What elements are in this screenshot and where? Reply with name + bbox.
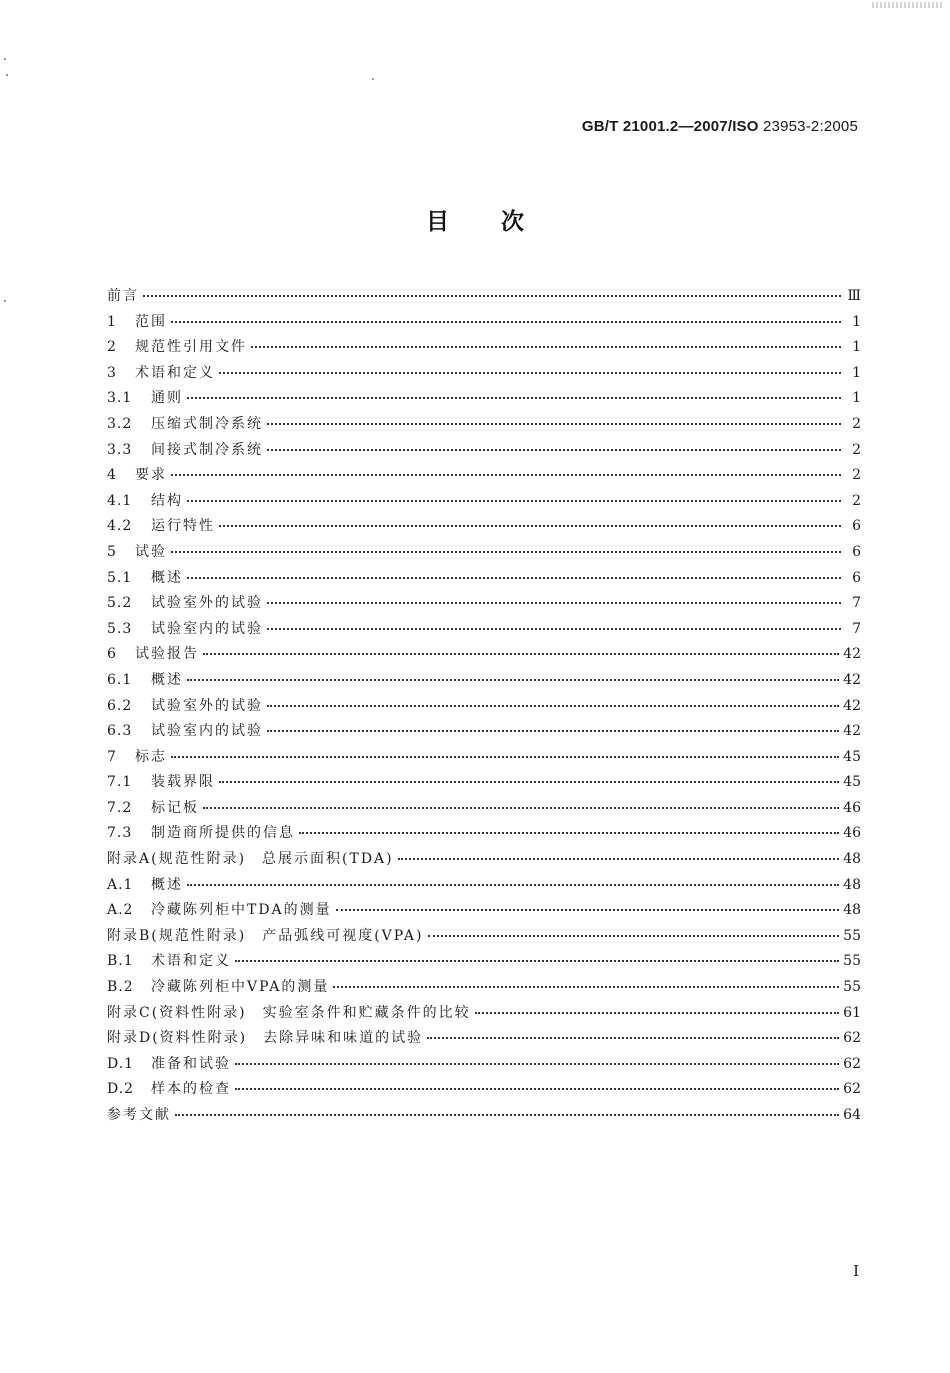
toc-entry-page: 55	[843, 979, 861, 996]
toc-leader-dots	[219, 358, 841, 374]
toc-leader-dots	[267, 409, 841, 425]
toc-entry-number: A.1	[107, 876, 134, 893]
standard-code: GB/T 21001.2—2007/ISO 23953-2:2005	[581, 118, 858, 135]
toc-leader-dots	[267, 614, 841, 630]
toc-entry-label: 概述	[151, 876, 183, 893]
toc-leader-dots	[267, 435, 841, 451]
toc-leader-dots	[235, 946, 839, 962]
toc-entry-number: 7.3	[107, 825, 133, 842]
toc-entry-page: 42	[843, 697, 861, 714]
scan-speck	[372, 78, 374, 80]
toc-leader-dots	[143, 281, 841, 297]
toc-entry-page: 42	[843, 723, 861, 740]
toc-entry-number: 3.3	[107, 441, 133, 458]
toc-entry-number: B.2	[107, 979, 134, 996]
toc-entry-label: 样本的检查	[151, 1081, 231, 1098]
toc-entry-number: 7	[107, 748, 117, 765]
toc-entry-label: 术语和定义	[135, 364, 215, 381]
toc-entry-label: 要求	[135, 467, 167, 484]
toc-entry-label: 冷藏陈列柜中VPA的测量	[151, 979, 330, 996]
toc-entry-number: 5.1	[107, 569, 133, 586]
toc-leader-dots	[299, 818, 839, 834]
toc-entry-label: 范围	[135, 313, 167, 330]
toc-entry-number: 6.3	[107, 723, 133, 740]
toc-leader-dots	[219, 767, 839, 783]
toc-leader-dots	[203, 793, 839, 809]
toc-leader-dots	[428, 921, 840, 937]
toc-entry-page: 2	[852, 415, 861, 432]
toc-entry-label: 标志	[135, 748, 167, 765]
toc-leader-dots	[187, 383, 841, 399]
toc-entry-label: 附录D(资料性附录) 去除异味和味道的试验	[107, 1030, 424, 1047]
toc-leader-dots	[203, 639, 839, 655]
table-of-contents	[107, 284, 861, 1129]
toc-entry-page: 62	[843, 1081, 861, 1098]
toc-leader-dots	[171, 537, 841, 553]
toc-entry-number: 6.1	[107, 671, 133, 688]
toc-entry-page: 48	[843, 851, 861, 868]
toc-entry-page: 42	[843, 646, 861, 663]
toc-entry-page: 7	[852, 620, 861, 637]
toc-entry-label: 概述	[151, 671, 183, 688]
toc-entry[interactable]	[107, 1103, 861, 1129]
toc-entry-label: 试验室外的试验	[151, 697, 263, 714]
toc-entry-number: 3.1	[107, 390, 133, 407]
toc-entry-number: 5.3	[107, 620, 133, 637]
scan-corner-mark	[872, 2, 942, 8]
toc-leader-dots	[336, 895, 839, 911]
toc-entry-label: 压缩式制冷系统	[151, 415, 263, 432]
toc-entry-label: 准备和试验	[151, 1055, 231, 1072]
toc-entry-page: 6	[852, 543, 861, 560]
toc-leader-dots	[398, 844, 840, 860]
toc-leader-dots	[171, 307, 841, 323]
toc-entry-label: 间接式制冷系统	[151, 441, 263, 458]
toc-entry-number: 3	[107, 364, 117, 381]
toc-leader-dots	[171, 742, 839, 758]
toc-entry-page: 46	[843, 799, 861, 816]
toc-entry-number: D.1	[107, 1055, 135, 1072]
toc-leader-dots	[333, 972, 839, 988]
toc-entry-page: 45	[843, 748, 861, 765]
toc-entry-page: 2	[852, 492, 861, 509]
toc-entry-number: B.1	[107, 953, 134, 970]
toc-entry-page: 6	[852, 569, 861, 586]
toc-entry-page: 61	[843, 1004, 861, 1021]
scan-speck	[4, 58, 6, 60]
toc-entry-page: 55	[843, 953, 861, 970]
toc-entry-label: 试验室内的试验	[151, 620, 263, 637]
toc-entry-label: 试验报告	[135, 646, 199, 663]
toc-entry-page: 1	[852, 364, 861, 381]
scan-speck	[4, 300, 6, 302]
toc-entry-page: 62	[843, 1030, 861, 1047]
toc-entry-label: 冷藏陈列柜中TDA的测量	[151, 902, 332, 919]
toc-entry-label: 结构	[151, 492, 183, 509]
toc-title: 目次	[426, 209, 576, 235]
toc-leader-dots	[235, 1074, 839, 1090]
toc-entry-label: 制造商所提供的信息	[151, 825, 295, 842]
toc-entry-number: 4	[107, 467, 117, 484]
toc-entry-page: 48	[843, 876, 861, 893]
toc-entry-number: 7.1	[107, 774, 133, 791]
toc-leader-dots	[187, 665, 839, 681]
toc-entry-page: 45	[843, 774, 861, 791]
toc-entry-label: 附录A(规范性附录) 总展示面积(TDA)	[107, 851, 394, 868]
toc-entry-label: 规范性引用文件	[135, 339, 247, 356]
toc-entry-page: 7	[852, 595, 861, 612]
toc-entry-number: 4.2	[107, 518, 133, 535]
toc-entry-label: 通则	[151, 390, 183, 407]
page-number: I	[853, 1262, 859, 1280]
toc-leader-dots	[219, 511, 841, 527]
toc-entry-label: 运行特性	[151, 518, 215, 535]
toc-leader-dots	[267, 691, 839, 707]
scan-speck	[6, 74, 8, 76]
toc-entry-number: 1	[107, 313, 117, 330]
toc-entry-label: 参考文献	[107, 1107, 171, 1123]
toc-entry-page: 62	[843, 1055, 861, 1072]
toc-entry-page: 64	[843, 1107, 861, 1123]
toc-entry-number: 6.2	[107, 697, 133, 714]
toc-leader-dots	[267, 588, 841, 604]
toc-entry-number: 5	[107, 543, 117, 560]
toc-entry-label: 试验	[135, 543, 167, 560]
toc-entry-page: 55	[843, 927, 861, 944]
toc-entry-number: A.2	[107, 902, 134, 919]
toc-leader-dots	[251, 332, 841, 348]
toc-entry-number: 2	[107, 339, 117, 356]
toc-entry-number: 7.2	[107, 799, 133, 816]
toc-entry-number: D.2	[107, 1081, 135, 1098]
toc-entry-label: 标记板	[151, 799, 199, 816]
toc-leader-dots	[171, 460, 841, 476]
toc-leader-dots	[187, 870, 839, 886]
toc-entry-label: 试验室外的试验	[151, 595, 263, 612]
toc-entry-page: 42	[843, 671, 861, 688]
toc-entry-page: 2	[852, 467, 861, 484]
toc-entry-page: 1	[852, 313, 861, 330]
toc-entry-page: 48	[843, 902, 861, 919]
toc-leader-dots	[427, 1023, 839, 1039]
toc-entry-label: 装载界限	[151, 774, 215, 791]
toc-leader-dots	[187, 486, 841, 502]
toc-leader-dots	[187, 563, 841, 579]
toc-entry-page: 1	[852, 339, 861, 356]
toc-entry-page: Ⅲ	[847, 288, 861, 304]
toc-leader-dots	[175, 1100, 839, 1116]
toc-entry-page: 6	[852, 518, 861, 535]
toc-leader-dots	[267, 716, 839, 732]
toc-entry-page: 1	[852, 390, 861, 407]
toc-entry-page: 46	[843, 825, 861, 842]
toc-entry-label: 前言	[107, 288, 139, 304]
toc-entry-label: 概述	[151, 569, 183, 586]
toc-leader-dots	[475, 998, 840, 1014]
toc-entry-number: 6	[107, 646, 117, 663]
toc-entry-label: 附录C(资料性附录) 实验室条件和贮藏条件的比较	[107, 1004, 471, 1021]
toc-entry-number: 4.1	[107, 492, 133, 509]
toc-entry-page: 2	[852, 441, 861, 458]
toc-entry-number: 5.2	[107, 595, 133, 612]
toc-leader-dots	[235, 1049, 839, 1065]
toc-entry-label: 附录B(规范性附录) 产品弧线可视度(VPA)	[107, 927, 424, 944]
toc-entry-number: 3.2	[107, 415, 133, 432]
toc-entry-label: 试验室内的试验	[151, 723, 263, 740]
toc-entry-label: 术语和定义	[151, 953, 231, 970]
